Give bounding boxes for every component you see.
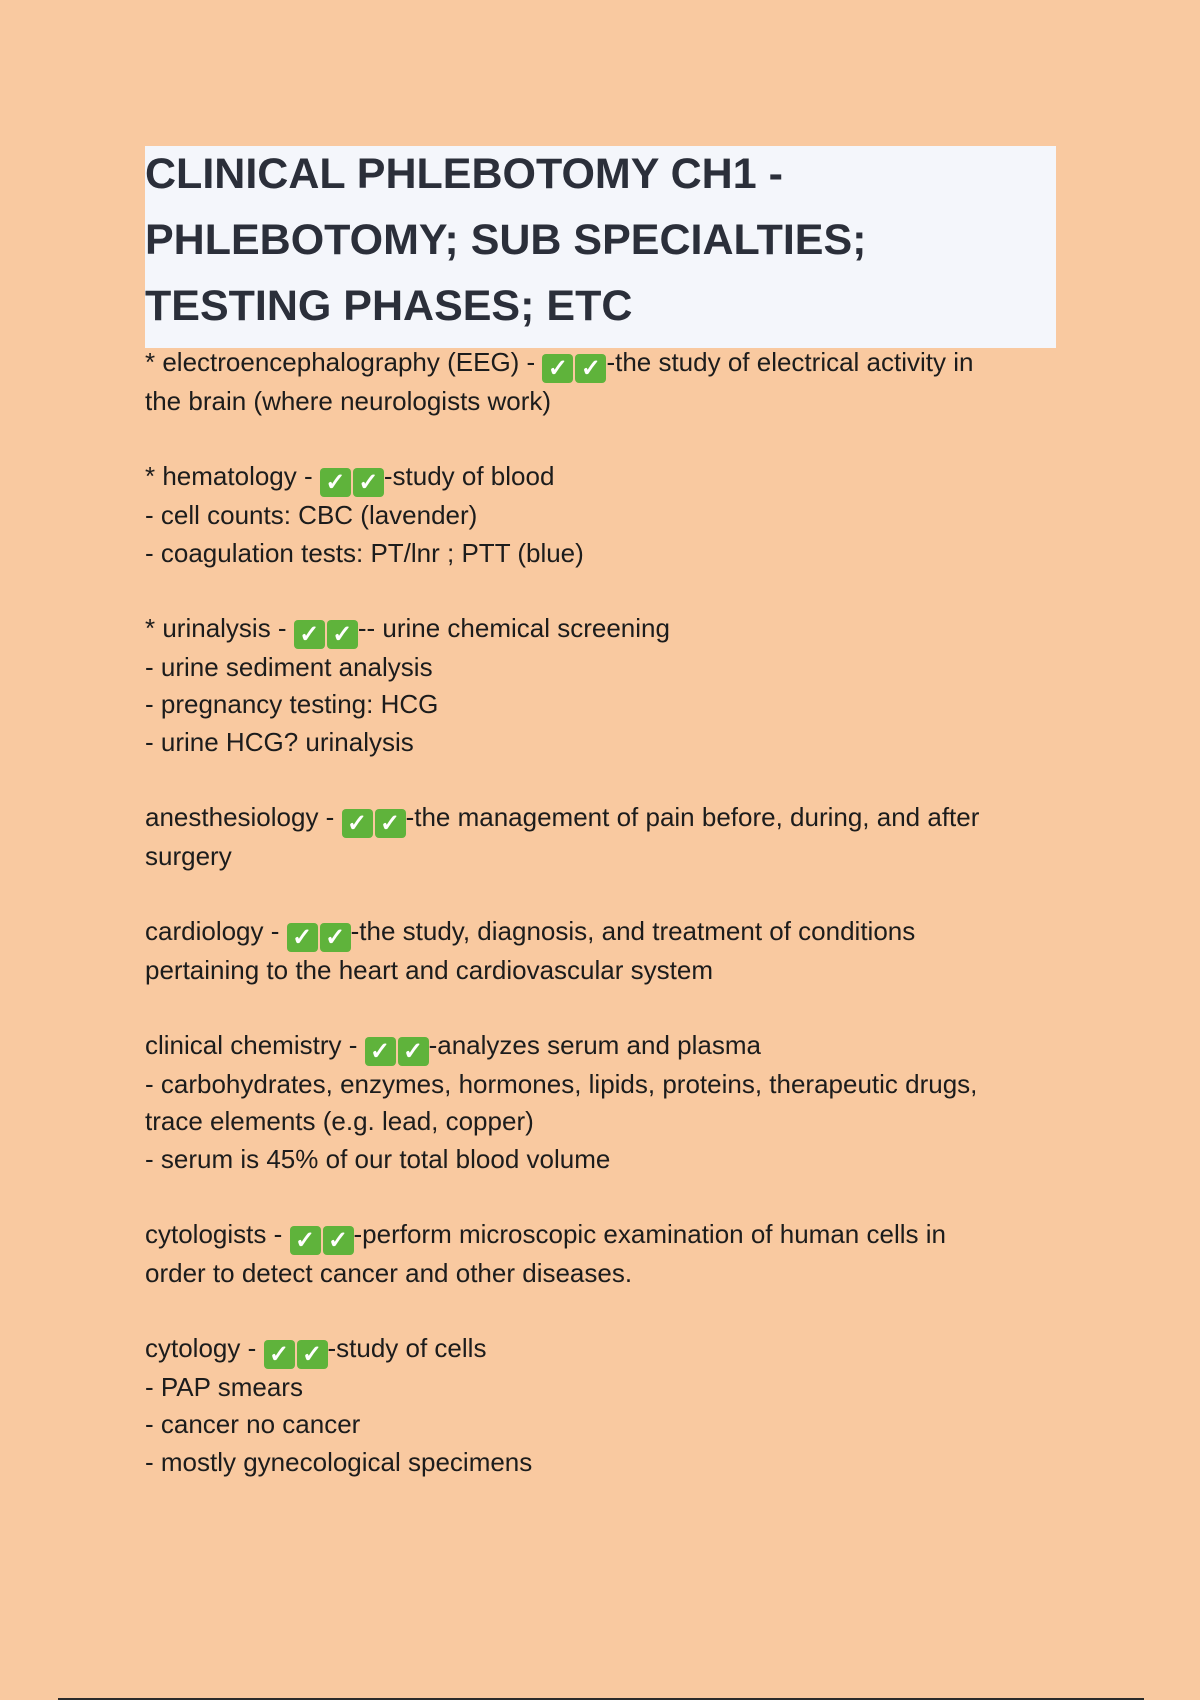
check-mark-icon: ✓ — [398, 1037, 429, 1066]
entry-cytology — [145, 1330, 1065, 1482]
entry-definition: -study of blood — [383, 461, 555, 491]
entry-term: anesthesiology - — [145, 801, 342, 832]
entry-line: - urine HCG? urinalysis — [145, 726, 414, 757]
entry-line: trace elements (e.g. lead, copper) — [145, 1106, 534, 1136]
flashcard-list — [145, 344, 1065, 1519]
entry-line: - cancer no cancer — [145, 1409, 361, 1439]
entry-first-line — [145, 610, 1065, 649]
check-mark-icon: ✓ — [320, 923, 351, 952]
entry-definition: -the study, diagnosis, and treatment of conditions — [350, 915, 916, 946]
check-mark-icon: ✓ — [375, 809, 406, 838]
entry-line: - carbohydrates, enzymes, hormones, lipids, proteins, therapeutic drugs, — [145, 1068, 978, 1099]
check-mark-icon: ✓ — [365, 1037, 396, 1066]
entry-term: clinical chemistry - — [145, 1029, 365, 1060]
entry-term: * urinalysis - — [145, 612, 294, 643]
entry-first-line — [145, 1027, 1065, 1066]
entry-line: - serum is 45% of our total blood volume — [145, 1143, 611, 1174]
entry-line: the brain (where neurologists work) — [145, 386, 552, 416]
entry-line: - mostly gynecological specimens — [145, 1446, 533, 1477]
entry-line: order to detect cancer and other diseases. — [145, 1257, 633, 1288]
entry-definition: -study of cells — [327, 1332, 487, 1363]
entry-cardiology — [145, 913, 1065, 990]
check-mark-icon: ✓ — [320, 468, 351, 497]
entry-definition: -analyzes serum and plasma — [428, 1029, 761, 1060]
entry-definition: -the study of electrical activity in — [606, 347, 974, 377]
title-block — [145, 146, 1056, 348]
check-mark-icon: ✓ — [342, 809, 373, 838]
check-mark-icon: ✓ — [575, 354, 606, 383]
entry-line: - urine sediment analysis — [145, 651, 433, 682]
entry-first-line — [145, 344, 1065, 383]
check-mark-icon: ✓ — [264, 1340, 295, 1369]
check-mark-icon: ✓ — [287, 923, 318, 952]
check-mark-icon: ✓ — [353, 468, 384, 497]
check-mark-icon: ✓ — [290, 1226, 321, 1255]
entry-definition: -- urine chemical screening — [357, 612, 670, 643]
entry-line: pertaining to the heart and cardiovascular system — [145, 954, 713, 985]
entry-definition: -perform microscopic examination of human cells in — [353, 1218, 946, 1249]
entry-cytologists — [145, 1216, 1065, 1293]
entry-first-line — [145, 458, 1065, 497]
entry-line: - PAP smears — [145, 1371, 303, 1402]
entry-line: - cell counts: CBC (lavender) — [145, 500, 478, 530]
entry-first-line — [145, 1330, 1065, 1369]
entry-first-line — [145, 913, 1065, 952]
check-mark-icon: ✓ — [294, 620, 325, 649]
entry-term: cardiology - — [145, 915, 287, 946]
entry-line: - coagulation tests: PT/lnr ; PTT (blue) — [145, 537, 584, 568]
entry-eeg — [145, 344, 1065, 421]
entry-first-line — [145, 1216, 1065, 1255]
check-mark-icon: ✓ — [323, 1226, 354, 1255]
page-title-line-3: TESTING PHASES; ETC — [145, 282, 633, 330]
page-title-line-2: PHLEBOTOMY; SUB SPECIALTIES; — [145, 216, 867, 264]
entry-line: - pregnancy testing: HCG — [145, 689, 439, 719]
page-title-line-1: CLINICAL PHLEBOTOMY CH1 - — [145, 150, 783, 198]
entry-hematology — [145, 458, 1065, 572]
entry-urinalysis — [145, 610, 1065, 762]
entry-term: cytology - — [145, 1332, 264, 1363]
entry-line: surgery — [145, 840, 232, 871]
check-mark-icon: ✓ — [327, 620, 358, 649]
entry-first-line — [145, 799, 1065, 838]
entry-term: cytologists - — [145, 1218, 290, 1249]
check-mark-icon: ✓ — [542, 354, 573, 383]
entry-clinical-chemistry — [145, 1027, 1065, 1179]
entry-term: * electroencephalography (EEG) - — [145, 347, 543, 377]
entry-definition: -the management of pain before, during, and after — [405, 801, 980, 832]
entry-anesthesiology — [145, 799, 1065, 876]
entry-term: * hematology - — [145, 461, 320, 491]
check-mark-icon: ✓ — [297, 1340, 328, 1369]
